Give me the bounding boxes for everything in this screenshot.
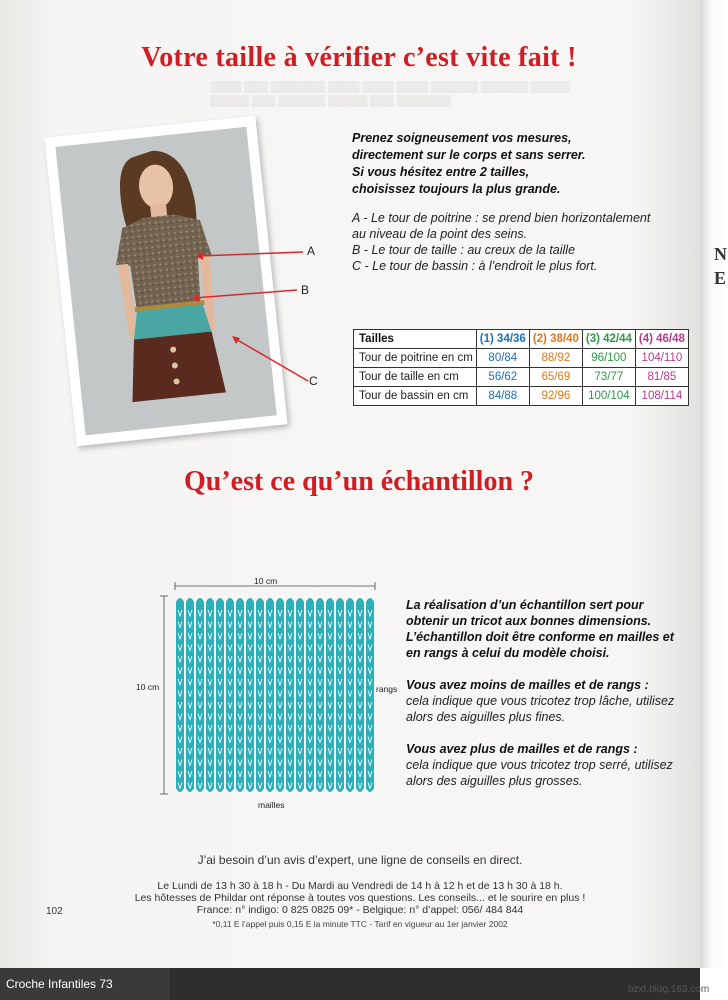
table-cell: 81/85	[635, 368, 688, 387]
table-cell: 80/84	[476, 349, 529, 368]
edge-letter-n: N	[714, 244, 727, 264]
swatch-label-right: rangs	[376, 684, 398, 694]
intro-line: Si vous hésitez entre 2 tailles,	[352, 165, 530, 179]
table-row	[354, 368, 689, 387]
row-label: Tour de poitrine en cm	[354, 349, 477, 368]
swatch-less-title: Vous avez moins de mailles et de rangs :	[406, 678, 649, 692]
table-cell: 100/104	[582, 387, 635, 406]
footer-phones: France: n° indigo: 0 825 0825 09* - Belgique: n° d’appel: 056/ 484 844	[196, 904, 524, 916]
intro-line: directement sur le corps et sans serrer.	[352, 148, 586, 162]
swatch-title: Qu’est ce qu’un échantillon ?	[183, 466, 535, 497]
header-cell-size-3: (3) 42/44	[582, 330, 635, 349]
swatch-label-left: 10 cm	[136, 682, 160, 692]
watermark: bzxf.blog.163.com	[628, 984, 710, 995]
table-row	[354, 387, 689, 406]
arrow-b-icon	[192, 294, 199, 302]
definition-line: A - Le tour de poitrine : se prend bien horizontalement	[352, 211, 651, 225]
header-cell-size-1: (1) 34/36	[476, 330, 529, 349]
table-cell: 92/96	[529, 387, 582, 406]
definition-line: B - Le tour de taille : au creux de la taille	[352, 243, 576, 257]
bottom-bar	[0, 968, 728, 1000]
measure-definitions	[352, 210, 672, 274]
footer-hours: Le Lundi de 13 h 30 à 18 h - Du Mardi au Vendredi de 14 h à 12 h et de 13 h 30 à 18 h.	[157, 880, 563, 892]
label-a: A	[307, 244, 316, 258]
table-cell: 73/77	[582, 368, 635, 387]
table-row	[354, 349, 689, 368]
magazine-name: Croche Infantiles 73	[0, 968, 170, 1000]
page-number: 102	[46, 906, 63, 917]
swatch-label-bottom: mailles	[258, 800, 285, 810]
table-cell: 104/110	[635, 349, 688, 368]
footer-advice: J’ai besoin d’un avis d’expert, une ligne de conseils en direct.	[197, 853, 523, 867]
table-cell: 65/69	[529, 368, 582, 387]
intro-line: Prenez soigneusement vos mesures,	[352, 131, 572, 145]
header-cell-size-4: (4) 46/48	[635, 330, 688, 349]
row-label: Tour de bassin en cm	[354, 387, 477, 406]
footer-tariff: *0,11 E l’appel puis 0,15 E la minute TTC - Tarif en vigueur au 1er janvier 2002	[212, 919, 508, 929]
label-c: C	[309, 374, 318, 388]
row-label: Tour de taille en cm	[354, 368, 477, 387]
arrow-a-icon	[196, 252, 203, 260]
swatch-label-top: 10 cm	[254, 576, 278, 586]
swatch-less-text: cela indique que vous tricotez trop lâche, utilisez alors des aiguilles plus fines.	[406, 694, 675, 724]
edge-letter-e: E	[714, 268, 727, 288]
definition-line: C - Le tour de bassin : à l’endroit le plus fort.	[352, 259, 598, 273]
size-table-header	[354, 330, 689, 349]
table-cell: 84/88	[476, 387, 529, 406]
intro-line: choisissez toujours la plus grande.	[352, 182, 561, 196]
swatch-more-text: cela indique que vous tricotez trop serré, utilisez alors des aiguilles plus grosses.	[406, 758, 673, 788]
knit-swatch-icon	[130, 572, 400, 817]
line-c	[234, 338, 308, 381]
footer-hostesses: Les hôtesses de Phildar ont réponse à toutes vos questions. Les conseils... et le sourire en plus !	[134, 892, 586, 904]
table-cell: 108/114	[635, 387, 688, 406]
swatch-explanation	[406, 597, 686, 805]
size-table	[353, 329, 689, 406]
swatch-diagram	[130, 572, 400, 817]
swatch-intro: La réalisation d’un échantillon sert pour obtenir un tricot aux bonnes dimensions. L’échantillon doit être conforme en mailles et en rangs à celui du modèle choisi.	[406, 598, 674, 660]
label-b: B	[301, 283, 310, 297]
table-cell: 96/100	[582, 349, 635, 368]
bleed-through-text: ▒▒▒▒ ▒▒▒ ▒▒▒▒▒▒▒ ▒▒▒▒ ▒▒▒▒ ▒▒▒▒ ▒▒▒▒▒▒ ▒▒▒▒▒▒ ▒▒▒▒▒ ▒▒▒▒▒ ▒▒▒ ▒▒▒▒▒▒ ▒▒▒▒▒ ▒▒▒ ▒▒▒▒▒▒▒	[210, 81, 570, 107]
line-a	[198, 252, 303, 256]
footer-contact	[120, 880, 600, 916]
definition-line: au niveau de la point des seins.	[352, 227, 528, 241]
line-b	[194, 290, 297, 298]
intro-instructions	[352, 130, 652, 198]
swatch-more-title: Vous avez plus de mailles et de rangs :	[406, 742, 638, 756]
table-cell: 88/92	[529, 349, 582, 368]
page-title: Votre taille à vérifier c’est vite fait !	[141, 42, 577, 73]
header-cell-tailles: Tailles	[354, 330, 477, 349]
table-cell: 56/62	[476, 368, 529, 387]
header-cell-size-2: (2) 38/40	[529, 330, 582, 349]
